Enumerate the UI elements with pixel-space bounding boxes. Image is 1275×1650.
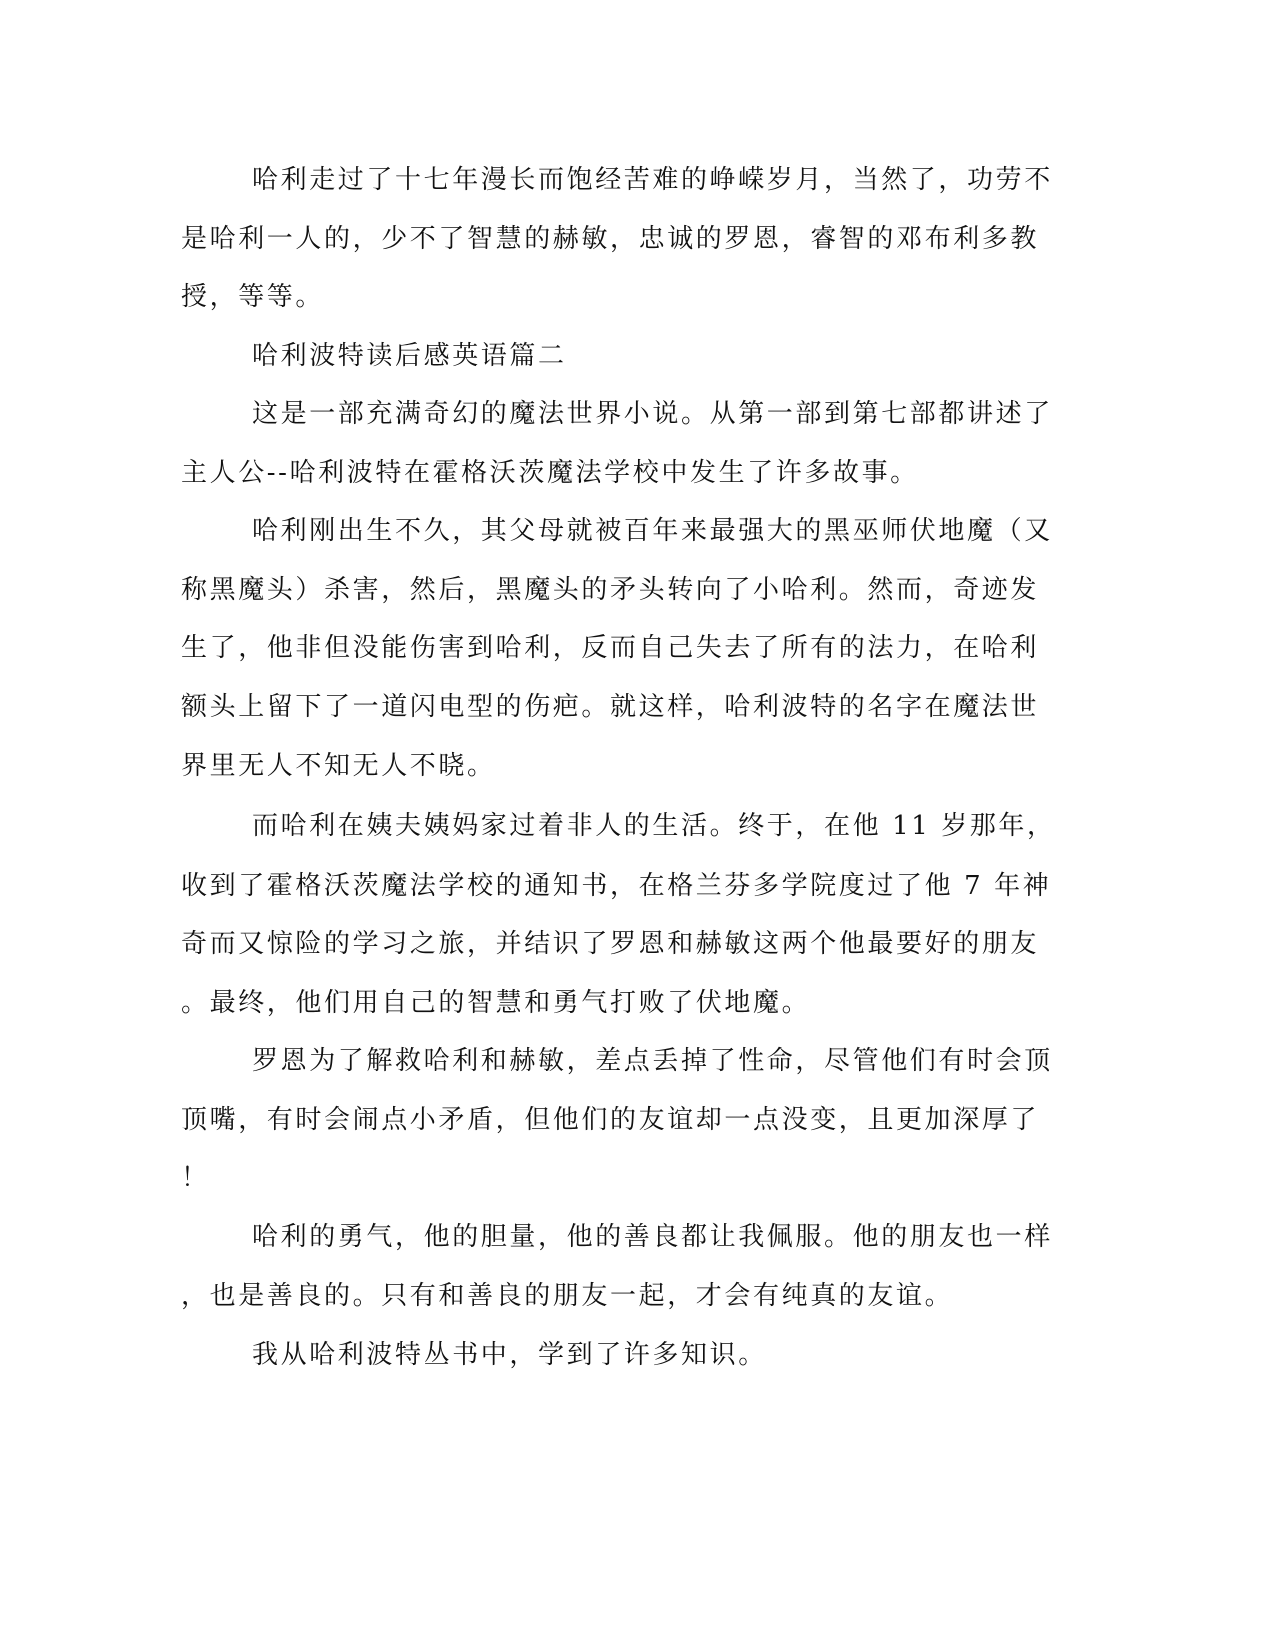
text-line: 我从哈利波特丛书中，学到了许多知识。 (252, 1340, 767, 1370)
text-line: 顶嘴，有时会闹点小矛盾，但他们的友谊却一点没变，且更加深厚了 (181, 1105, 1040, 1135)
text-line: 是哈利一人的，少不了智慧的赫敏，忠诚的罗恩，睿智的邓布利多教 (181, 224, 1040, 254)
text-line: ！ (181, 1163, 210, 1193)
text-line: 生了，他非但没能伤害到哈利，反而自己失去了所有的法力，在哈利 (181, 633, 1040, 663)
text-line: 授，等等。 (181, 282, 325, 312)
text-line: 罗恩为了解救哈利和赫敏，差点丢掉了性命，尽管他们有时会顶 (252, 1046, 1053, 1076)
text-line: 这是一部充满奇幻的魔法世界小说。从第一部到第七部都讲述了 (252, 399, 1053, 429)
text-line: 称黑魔头）杀害，然后，黑魔头的矛头转向了小哈利。然而，奇迹发 (181, 575, 1040, 605)
text-line: 奇而又惊险的学习之旅，并结识了罗恩和赫敏这两个他最要好的朋友 (181, 929, 1040, 959)
text-line: 界里无人不知无人不晓。 (181, 751, 496, 781)
text-line: 收到了霍格沃茨魔法学校的通知书，在格兰芬多学院度过了他 7 年神 (181, 871, 1052, 901)
text-line: 而哈利在姨夫姨妈家过着非人的生活。终于，在他 11 岁那年， (252, 811, 1056, 841)
text-line: 主人公--哈利波特在霍格沃茨魔法学校中发生了许多故事。 (181, 458, 919, 488)
section-heading: 哈利波特读后感英语篇二 (252, 341, 567, 371)
text-line: ，也是善良的。只有和善良的朋友一起，才会有纯真的友谊。 (181, 1281, 954, 1311)
text-line: 哈利走过了十七年漫长而饱经苦难的峥嵘岁月，当然了，功劳不 (252, 165, 1053, 195)
text-line: 。最终，他们用自己的智慧和勇气打败了伏地魔。 (181, 988, 811, 1018)
text-line: 哈利的勇气，他的胆量，他的善良都让我佩服。他的朋友也一样 (252, 1222, 1053, 1252)
text-line: 额头上留下了一道闪电型的伤疤。就这样，哈利波特的名字在魔法世 (181, 692, 1040, 722)
text-line: 哈利刚出生不久，其父母就被百年来最强大的黑巫师伏地魔（又 (252, 516, 1053, 546)
